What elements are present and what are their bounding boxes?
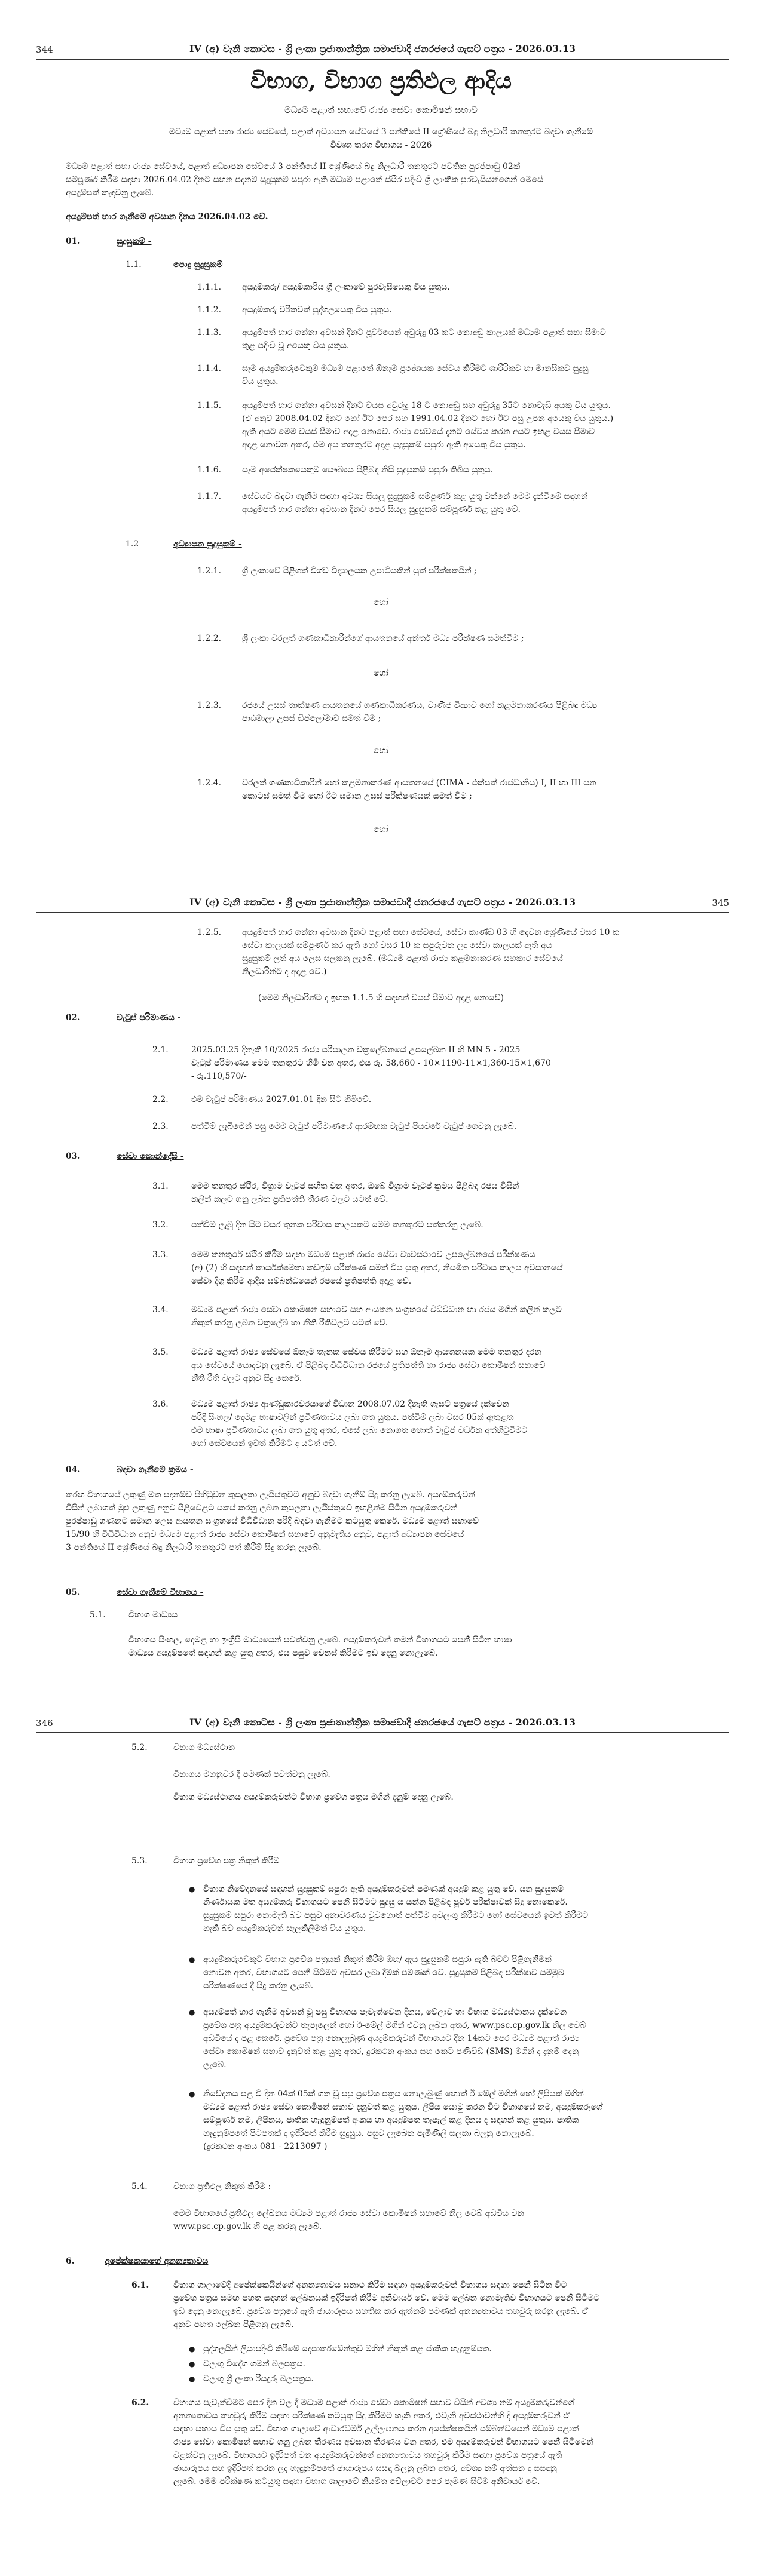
subsection-6-2-number: 6.2.	[131, 2398, 149, 2408]
section-03-title: සේවා කොන්දේසි -	[117, 1152, 184, 1161]
subsection-5-1-title: විභාග මාධ්‍යය	[128, 1610, 178, 1620]
subsection-5-4-title: විභාග ප්‍රතිඵල නිකුත් කිරීම :	[173, 2182, 271, 2191]
section-04-title: බඳවා ගැනීමේ ක්‍රමය -	[117, 1465, 194, 1475]
closing-date: අයදුම්පත් භාර ගැනීමේ අවසාන දිනය 2026.04.02 වේ.	[66, 212, 268, 222]
header-title: IV (අ) වැනි කොටස - ශ්‍රී ලංකා ප්‍රජාතාන්ත්‍රික සමාජවාදී ජනරජයේ ගැසට් පත්‍රය - 2026.03.13	[189, 43, 576, 54]
section-05-number: 05.	[66, 1588, 81, 1597]
page-number: 345	[712, 898, 729, 908]
list-item: ● අයදුම්පත් භාර ගැනීම අවසන් වූ පසු විභාගය පැවැත්වෙන දිනය, වේලාව හා විභාග මධ්‍යස්ථානය දැක්වෙන ප්‍රවේශ පත්‍ර අයදුම්කරුවන්ට තැපෑලෙන් හෝ ඊ-මේල් මගින් එවනු ලබන අතර, www.psc.cp.gov.lk නිල වෙබ් අඩවියේ ද පළ කෙරේ. ප්‍රවේශ පත්‍ර නොලැබුණු අයදුම්කරුවන් විභාගයට දින 14කට පෙර මධ්‍යම පළාත් රාජ්‍ය සේවා කොමිෂන් සභාව දැනුවත් කළ යුතු අතර, දුරකථන අංකය සහ කෙටි පණිවිඩ (SMS) මගින් ද දැනුම් දෙනු ලැබේ.	[203, 2006, 699, 2071]
or-separator: හෝ	[373, 598, 389, 607]
subsection-1-1-title: පොදු සුදුසුකම්	[173, 260, 223, 269]
section-03-number: 03.	[66, 1152, 81, 1161]
section-01-number: 01.	[66, 237, 81, 246]
gazette-page-346: 346 IV (අ) වැනි කොටස - ශ්‍රී ලංකා ප්‍රජාතාන්ත්‍රික සමාජවාදී ජනරජයේ ගැසට් පත්‍රය - 2026.03.13 5.2. විභාග මධ්‍යස්ථාන විභාගය මහනුවර දී පමණක් පවත්වනු ලැබේ. විභාග මධ්‍යස්ථානය අයදුම්කරුවන්ට විභාග ප්‍රවේශ පත්‍රය මගින් දැනුම් දෙනු ලැබේ. 5.3. විභාග ප්‍රවේශ පත්‍ර නිකුත් කිරීම ● විභාග නිවේදනයේ සඳහන් සුදුසුකම් සපුරා ඇති අයදුම්කරුවන් පමණක් අයදුම් කළ යුතු වේ. යන සුදුසුකම් නිර්ණායක මත අයදුම්කරු විභාගයට පෙනී සිටීමට සුදුසු ය යන්න පිළිබඳ පූර්ව පරීක්ෂාවක් සිදු නොකෙරේ. සුදුසුකම් සපුරා නොමැති බව පසුව අනාවරණය වුවහොත් පත්වීම අවලංගු කිරීමට හෝ සේවයෙන් ඉවත් කිරීමට හැකි බව අයදුම්කරුවන් සැලකිලිමත් විය යුතුය. ● අයදුම්කරුවෙකුට විභාග ප්‍රවේශ පත්‍රයක් නිකුත් කිරීම ඔහු/ ඇය සුදුසුකම් සපුරා ඇති බවට පිළිගැනීමක් නොවන අතර, විභාගයට පෙනී සිටීමට අවසර ලබා දීමක් පමණක් වේ. සුදුසුකම් පිළිබඳ පරීක්ෂාව සම්මුඛ පරීක්ෂණයේ දී සිදු කරනු ලැබේ. ● අයදුම්පත් භාර ගැනීම අවසන් වූ පසු විභාගය පැවැත්වෙන දිනය, වේලාව හා විභාග මධ්‍යස්ථානය දැක්වෙන ප්‍රවේශ පත්‍ර අයදුම්කරුවන්ට තැපෑලෙන් හෝ ඊ-මේල් මගින් එවනු ලබන අතර, www.psc.cp.gov.lk නිල වෙබ් අඩවියේ ද පළ කෙරේ. ප්‍රවේශ පත්‍ර නොලැබුණු අයදුම්කරුවන් විභාගයට දින 14කට පෙර මධ්‍යම පළාත් රාජ්‍ය සේවා කොමිෂන් සභාව දැනුවත් කළ යුතු අතර, දුරකථන අංකය සහ කෙටි පණිවිඩ (SMS) මගින් ද දැනුම් දෙනු ලැබේ. ● නිවේදනය පළ වී දින 04ක් 05ක් ගත වූ පසු ප්‍රවේශ පත්‍රය නොලැබුණු හොත් ඊ මේල් මගින් හෝ ලිපියක් මගින් මධ්‍යම පළාත් රාජ්‍ය සේවා කොමිෂන් සභාව දැනුවත් කළ යුතුය. ලිපිය යොමු කරන විට විභාගයේ නම, අයදුම්කරුගේ සම්පූර්ණ නම, ලිපිනය, ජාතික හැඳුනුම්පත් අංකය හා අයදුම්පත තැපැල් කළ දිනය ද සඳහන් කළ යුතුය. ජාතික හැඳුනුම්පතේ පිටපතක් ද ඉදිරිපත් කිරීම සුදුසුය. පසුව ලැබෙන පැමිණිලි සලකා බලනු නොලැබේ. (දුරකථන අංකය 081 - 2213097 ) 5.4. විභාග ප්‍රතිඵල නිකුත් කිරීම : මෙම විභාගයේ ප්‍රතිඵල ලේඛනය මධ්‍යම පළාත් රාජ්‍ය සේවා කොමිෂන් සභාවේ නිල වෙබ් අඩවිය වන www.psc.cp.gov.lk හි පළ කරනු ලැබේ. 6. අපේක්ෂකයාගේ අනන්‍යතාවය 6.1. විභාග ශාලාවේදී අපේක්ෂකයින්ගේ අනන්‍යතාවය සනාථ කිරීම සඳහා අයදුම්කරුවන් විභාගය සඳහා පෙනී සිටින විට ප්‍රවේශ පත්‍රය සමඟ පහත සඳහන් ලේඛනයක් ඉදිරිපත් කිරීම අනිවාර්ය වේ. මෙම ලේඛන නොමැතිව විභාගයට පෙනී සිටීමට ඉඩ දෙනු නොලැබේ. ප්‍රවේශ පත්‍රයේ ඇති ඡායාරූපය සහතික කර ඇත්නම් පමණක් අනන්‍යතාවය තහවුරු කරනු ලැබේ. ඒ අනුව පහත ලේඛන පිළිගනු ලැබේ. ● පුද්ගලයින් ලියාපදිංචි කිරීමේ දෙපාර්තමේන්තුව මගින් නිකුත් කළ ජාතික හැඳුනුම්පත. ● වලංගු විදේශ ගමන් බලපත්‍රය. ● වලංගු ශ්‍රී ලංකා රියදුරු බලපත්‍රය. 6.2. විභාගය පැවැත්වීමට පෙර දින වල දී මධ්‍යම පළාත් රාජ්‍ය සේවා කොමිෂන් සභාව විසින් අවශ්‍ය නම් අයදුම්කරුවන්ගේ අනන්‍යතාවය තහවුරු කිරීම සඳහා පරීක්ෂණ කටයුතු සිදු කිරීමට හැකි අතර, එවැනි අවස්ථාවන්හි දී අයදුම්කරුවන් ඒ සඳහා සහාය විය යුතු වේ. විභාග ශාලාවේ ආචාරධර්ම උල්ලංඝනය කරන අපේක්ෂකයින් සම්බන්ධයෙන් මධ්‍යම පළාත් රාජ්‍ය සේවා කොමිෂන් සභාව ගනු ලබන තීරණය අවසාන තීරණය වන අතර, එම අයදුම්කරුවන් විභාගයට පෙනී සිටීමෙන් වළක්වනු ලැබේ. විභාගයට ඉදිරිපත් වන අයදුම්කරුවන්ගේ අනන්‍යතාවය තහවුරු කිරීම සඳහා ප්‍රවේශ පත්‍රයේ ඇති ඡායාරූපය සහ ඉදිරිපත් කරන ලද හැඳුනුම්පතේ ඡායාරූපය සසඳා බලනු ලබන අතර, අවශ්‍ය නම් අත්සන ද සසඳනු ලැබේ. මෙම පරීක්ෂණ කටයුතු සඳහා විභාග ශාලාවේ නියමිත වේලාවට පෙර පැමිණ සිටීම අනිවාර්ය වේ.	[0, 1714, 762, 2576]
subsection-5-2-number: 5.2.	[131, 1743, 148, 1752]
subsection-5-2-title: විභාග මධ්‍යස්ථාන	[173, 1743, 235, 1752]
section-6-number: 6.	[66, 2256, 75, 2266]
or-separator: හෝ	[373, 825, 389, 834]
section-02-title: වැටුප් පරිමාණය -	[117, 1013, 181, 1023]
list-item: ● නිවේදනය පළ වී දින 04ක් 05ක් ගත වූ පසු ප්‍රවේශ පත්‍රය නොලැබුණු හොත් ඊ මේල් මගින් හෝ ලිපියක් මගින් මධ්‍යම පළාත් රාජ්‍ය සේවා කොමිෂන් සභාව දැනුවත් කළ යුතුය. ලිපිය යොමු කරන විට විභාගයේ නම, අයදුම්කරුගේ සම්පූර්ණ නම, ලිපිනය, ජාතික හැඳුනුම්පත් අංකය හා අයදුම්පත තැපැල් කළ දිනය ද සඳහන් කළ යුතුය. ජාතික හැඳුනුම්පතේ පිටපතක් ද ඉදිරිපත් කිරීම සුදුසුය. පසුව ලැබෙන පැමිණිලි සලකා බලනු නොලැබේ. (දුරකථන අංකය 081 - 2213097 )	[203, 2087, 699, 2153]
subsection-5-3-title: විභාග ප්‍රවේශ පත්‍ර නිකුත් කිරීම	[173, 1856, 280, 1866]
page-header	[36, 41, 729, 60]
page-header	[36, 1714, 729, 1733]
section-01-title: සුදුසුකම් -	[117, 237, 152, 246]
section-04-number: 04.	[66, 1465, 81, 1475]
recruitment-paragraph: තරඟ විභාගයේ ලකුණු මත පදනම්ව පිහිටුවන කුසලතා ලැයිස්තුවට අනුව බඳවා ගැනීම් සිදු කරනු ලැබේ. අයදුම්කරුවන් විසින් ලබාගත් මුළු ලකුණු අනුව පිළිවෙළට සකස් කරනු ලබන කුසලතා ලැයිස්තුවේ ඉහළින්ම සිටින අයදුම්කරුවන් පුරප්පාඩු ගණනට සමාන ලෙස ආයතන සංග්‍රහයේ විධිවිධාන පරිදි බඳවා ගැනීමට කටයුතු කෙරේ. මධ්‍යම පළාත් සභාවේ 15/90 හි විධිවිධාන අනුව මධ්‍යම පළාත් රාජ්‍ය සේවා කොමිෂන් සභාවේ අනුමැතිය අනුව, පළාත් අධ්‍යාපන සේවයේ 3 පන්තියේ II ශ්‍රේණියේ බඳු නිලධාරී තනතුරට පත් කිරීම් සිදු කරනු ලැබේ.	[66, 1490, 479, 1552]
header-title: IV (අ) වැනි කොටස - ශ්‍රී ලංකා ප්‍රජාතාන්ත්‍රික සමාජවාදී ජනරජයේ ගැසට් පත්‍රය - 2026.03.13	[189, 896, 576, 908]
subsection-6-1-number: 6.1.	[131, 2280, 149, 2290]
or-separator: හෝ	[373, 668, 389, 678]
subsection-1-2-title: අධ්‍යාපන සුදුසුකම් -	[173, 539, 242, 549]
gazette-page-344: 344 IV (අ) වැනි කොටස - ශ්‍රී ලංකා ප්‍රජාතාන්ත්‍රික සමාජවාදී ජනරජයේ ගැසට් පත්‍රය - 2026.03.13 විභාග, විභාග ප්‍රතිඵල ආදිය මධ්‍යම පළාත් සභාවේ රාජ්‍ය සේවා කොමිෂන් සභාව මධ්‍යම පළාත් සභා රාජ්‍ය සේවයේ, පළාත් අධ්‍යාපන සේවයේ 3 පන්තියේ II ශ්‍රේණියේ බඳු නිලධාරී තනතුරට බඳවා ගැනීමේ විවෘත තරග විභාගය - 2026 මධ්‍යම පළාත් සභා රාජ්‍ය සේවයේ, පළාත් අධ්‍යාපන සේවයේ 3 පන්තියේ II ශ්‍රේණියේ බඳු නිලධාරී තනතුරට පවතින පුරප්පාඩු 02ක් සම්පූර්ණ කිරීම සඳහා 2026.04.02 දිනට සහන පදනම් සුදුසුකම් සපුරා ඇති මධ්‍යම පළාතේ ස්ථිර පදිංචි ශ්‍රී ලාංකික පුරවැසියන්ගෙන් මෙසේ අයදුම්පත් කැඳවනු ලැබේ. අයදුම්පත් භාර ගැනීමේ අවසාන දිනය 2026.04.02 වේ. 01. සුදුසුකම් - 1.1. පොදු සුදුසුකම් 1.1.1. අයදුම්කරු/ අයදුම්කාරිය ශ්‍රී ලංකාවේ පුරවැසියෙකු විය යුතුය. 1.1.2. අයදුම්කරු චරිතවත් පුද්ගලයෙකු විය යුතුය. 1.1.3. අයදුම්පත් භාර ගන්නා අවසන් දිනට පූර්වයෙන් අවුරුදු 03 කට නොඅඩු කාලයක් මධ්‍යම පළාත් සභා සීමාව තුළ පදිංචි වූ අයෙකු විය යුතුය. 1.1.4. සෑම අයදුම්කරුවෙකුම මධ්‍යම පළාතේ ඕනෑම ප්‍රදේශයක සේවය කිරීමට ශාරීරිකව හා මානසිකව සුදුසු විය යුතුය. 1.1.5. අයදුම්පත් භාර ගන්නා අවසන් දිනට වයස අවුරුදු 18 ට නොඅඩු සහ අවුරුදු 35ට නොවැඩි අයකු විය යුතුය. (ඒ අනුව 2008.04.02 දිනට හෝ ඊට පෙර සහ 1991.04.02 දිනට හෝ ඊට පසු උපන් අයෙකු විය යුතුය.) ඇති අයට මෙම වයස් සීමාව අදාළ නොවේ. රාජ්‍ය සේවයේ දැනට සේවය කරන අයට ඉහළ වයස් සීමාව අදාළ නොවන අතර, එම අය තනතුරට අදාළ සුදුසුකම් සපුරා ඇති අයෙකු විය යුතුය. 1.1.6. සෑම අපේක්ෂකයෙකුම සෞඛ්‍යය පිළිබඳ නිසි සුදුසුකම් සපුරා තිබිය යුතුය. 1.1.7. සේවයට බඳවා ගැනීම සඳහා අවශ්‍ය සියලු සුදුසුකම් සම්පූර්ණ කළ යුතු වන්නේ මෙම දැන්වීමේ සඳහන් අයදුම්පත් භාර ගන්නා අවසාන දිනට පෙර සියලු සුදුසුකම් සම්පූර්ණ කළ යුතු වේ. 1.2 අධ්‍යාපන සුදුසුකම් - 1.2.1. ශ්‍රී ලංකාවේ පිළිගත් විශ්ව විද්‍යාලයක උපාධියකින් යුත් පරීක්ෂකයින් ; හෝ 1.2.2. ශ්‍රී ලංකා වරලත් ගණකාධිකාරීන්ගේ ආයතනයේ අන්තර් මධ්‍ය පරීක්ෂණ සමත්වීම ; හෝ 1.2.3. රජයේ උසස් තාක්ෂණ ආයතනයේ ගණකාධිකරණය, වාණිජ විද්‍යාව හෝ කළමනාකරණය පිළිබඳ මධ්‍ය පාඨමාලා උසස් ඩිප්ලෝමාව සමත් වීම ; හෝ 1.2.4. වරලත් ගණකාධිකාරීන් හෝ කළමනාකරණ ආයතනයේ (CIMA - එක්සත් රාජධානිය) I, II හා III යන කොටස් සමත් වීම හෝ ඊට සමාන උසස් පරීක්ෂණයක් සමත් වීම ; හෝ	[0, 0, 762, 857]
section-02-number: 02.	[66, 1013, 81, 1023]
header-title: IV (අ) වැනි කොටස - ශ්‍රී ලංකා ප්‍රජාතාන්ත්‍රික සමාජවාදී ජනරජයේ ගැසට් පත්‍රය - 2026.03.13	[189, 1717, 576, 1728]
subsection-5-3-number: 5.3.	[131, 1856, 148, 1866]
subsection-1-1-number: 1.1.	[126, 260, 142, 269]
identity-paragraph: විභාග ශාලාවේදී අපේක්ෂකයින්ගේ අනන්‍යතාවය සනාථ කිරීම සඳහා අයදුම්කරුවන් විභාගය සඳහා පෙනී සිටින විට ප්‍රවේශ පත්‍රය සමඟ පහත සඳහන් ලේඛනයක් ඉදිරිපත් කිරීම අනිවාර්ය වේ. මෙම ලේඛන නොමැතිව විභාගයට පෙනී සිටීමට ඉඩ දෙනු නොලැබේ. ප්‍රවේශ පත්‍රයේ ඇති ඡායාරූපය සහතික කර ඇත්නම් පමණක් අනන්‍යතාවය තහවුරු කරනු ලැබේ. ඒ අනුව පහත ලේඛන පිළිගනු ලැබේ.	[173, 2280, 600, 2329]
intro-paragraph: මධ්‍යම පළාත් සභා රාජ්‍ය සේවයේ, පළාත් අධ්‍යාපන සේවයේ 3 පන්තියේ II ශ්‍රේණියේ බඳු නිලධාරී තනතුරට පවතින පුරප්පාඩු 02ක් සම්පූර්ණ කිරීම සඳහා 2026.04.02 දිනට සහන පදනම් සුදුසුකම් සපුරා ඇති මධ්‍යම පළාතේ ස්ථිර පදිංචි ශ්‍රී ලාංකික පුරවැසියන්ගෙන් මෙසේ අයදුම්පත් කැඳවනු ලැබේ.	[66, 162, 544, 198]
page-number: 344	[36, 44, 53, 55]
section-6-title: අපේක්ෂකයාගේ අනන්‍යතාවය	[105, 2256, 209, 2266]
exam-medium-paragraph: විභාගය සිංහල, දෙමළ හා ඉංග්‍රීසි මාධ්‍යයෙන් පවත්වනු ලැබේ. අයදුම්කරුවන් තමන් විභාගයට පෙනී සිටින භාෂා මාධ්‍යය අයදුම්පතේ සඳහන් කළ යුතු අතර, එය පසුව වෙනස් කිරීමට ඉඩ දෙනු නොලැබේ.	[128, 1635, 512, 1658]
exam-heading: මධ්‍යම පළාත් සභා රාජ්‍ය සේවයේ, පළාත් අධ්‍යාපන සේවයේ 3 පන්තියේ II ශ්‍රේණියේ බඳු නිලධාරී තනතුරට බඳවා ගැනීමේ විවෘත තරග විභාගය - 2026	[169, 127, 593, 150]
subtitle: මධ්‍යම පළාත් සභාවේ රාජ්‍ය සේවා කොමිෂන් සභාව	[284, 105, 478, 115]
gazette-page-345: IV (අ) වැනි කොටස - ශ්‍රී ලංකා ප්‍රජාතාන්ත්‍රික සමාජවාදී ජනරජයේ ගැසට් පත්‍රය - 2026.03.13 345 1.2.5. අයදුම්පත් භාර ගන්නා අවසාන දිනට පළාත් සභා සේවයේ, සේවා කාණ්ඩ 03 හි දෙවන ශ්‍රේණියේ වසර 10 ක සේවා කාලයක් සම්පූර්ණ කර ඇති හෝ වසර 10 ක සපුරුවන ලද සේවා කාලයක් ඇති අය සුදුසුකම් ලත් අය ලෙස සලකනු ලැබේ. (මධ්‍යම පළාත් රාජ්‍ය කළමනාකරණ සහකාර සේවයේ නිලධාරින්ට ද අදාළ වේ.) (මෙම නිලධාරින්ට ද ඉහත 1.1.5 හි සඳහන් වයස් සීමාව අදාළ නොවේ) 02. වැටුප් පරිමාණය - 2.1. 2025.03.25 දිනැති 10/2025 රාජ්‍ය පරිපාලන චක්‍රලේඛනයේ උපලේඛන II හි MN 5 - 2025 වැටුප් පරිමාණය මෙම තනතුරට හිමි වන අතර, එය රු. 58,660 - 10×1190-11×1,360-15×1,670 - රු.110,570/- 2.2. එම වැටුප් පරිමාණය 2027.01.01 දින සිට හිමිවේ. 2.3. පත්වීම් ලැබීමෙන් පසු මෙම වැටුප් පරිමාණයේ ආරම්භක වැටුප් පියවරේ වැටුප් ගෙවනු ලැබේ. 03. සේවා කොන්දේසි - 3.1. මෙම තනතුර ස්ථිර, විශ්‍රාම වැටුප් සහිත වන අතර, ඔබේ විශ්‍රාම වැටුප් ක්‍රමය පිළිබඳ රජය විසින් කලින් කලට ගනු ලබන ප්‍රතිපත්ති තීරණ වලට යටත් වේ. 3.2. පත්වීම ලැබූ දින සිට වසර තුනක පරිවාස කාලයකට මෙම තනතුරට පත්කරනු ලැබේ. 3.3. මෙම තනතුරේ ස්ථිර කිරීම සඳහා මධ්‍යම පළාත් රාජ්‍ය සේවා ව්‍යවස්ථාවේ උපලේඛනයේ පරීක්ෂණය (අ) (2) හි සඳහන් කාර්යක්ෂමතා කඩඉම් පරීක්ෂණ සමත් විය යුතු අතර, නියමිත පරිවාස කාලය අවසානයේ සේවා දිගු කිරීම ආදිය සම්බන්ධයෙන් රජයේ ප්‍රතිපත්ති අදාළ වේ. 3.4. මධ්‍යම පළාත් රාජ්‍ය සේවා කොමිෂන් සභාවේ සහ ආයතන සංග්‍රහයේ විධිවිධාන හා රජය මගින් කලින් කලට නිකුත් කරනු ලබන චක්‍රලේඛ හා නීති රීතිවලට යටත් වේ. 3.5. මධ්‍යම පළාත් රාජ්‍ය සේවයේ ඕනෑම තැනක සේවය කිරීමට සහ ඕනෑම ආයතනයක මෙම තනතුර දරන අය සේවයේ යොදවනු ලැබේ. ඒ පිළිබඳ විධිවිධාන රජයේ ප්‍රතිපත්ති හා රාජ්‍ය සේවා කොමිෂන් සභාවේ නීති රීති වලට අනුව සිදු කෙරේ. 3.6. මධ්‍යම පළාත් රාජ්‍ය ආණ්ඩුකාරවරයාගේ විධාන 2008.07.02 දිනැති ගැසට් පත්‍රයේ දැක්වෙන පරිදි සිංහල/ දෙමළ භාෂාවලින් ප්‍රවීණතාවය ලබා ගත යුතුය. පත්වීම් ලබා වසර 05ක් ඇතුළත එම භාෂා ප්‍රවීණතාවය ලබා ගත යුතු අතර, එසේ ලබා නොගත හොත් වැටුප් වර්ධක අත්හිටුවීමට හෝ සේවයෙන් ඉවත් කිරීමට ද යටත් වේ. 04. බඳවා ගැනීමේ ක්‍රමය - තරඟ විභාගයේ ලකුණු මත පදනම්ව පිහිටුවන කුසලතා ලැයිස්තුවට අනුව බඳවා ගැනීම් සිදු කරනු ලැබේ. අයදුම්කරුවන් විසින් ලබාගත් මුළු ලකුණු අනුව පිළිවෙළට සකස් කරනු ලබන කුසලතා ලැයිස්තුවේ ඉහළින්ම සිටින අයදුම්කරුවන් පුරප්පාඩු ගණනට සමාන ලෙස ආයතන සංග්‍රහයේ විධිවිධාන පරිදි බඳවා ගැනීමට කටයුතු කෙරේ. මධ්‍යම පළාත් සභාවේ 15/90 හි විධිවිධාන අනුව මධ්‍යම පළාත් රාජ්‍ය සේවා කොමිෂන් සභාවේ අනුමැතිය අනුව, පළාත් අධ්‍යාපන සේවයේ 3 පන්තියේ II ශ්‍රේණියේ බඳු නිලධාරී තනතුරට පත් කිරීම් සිදු කරනු ලැබේ. 05. සේවා ගැනීමේ විභාගය - 5.1. විභාග මාධ්‍යය විභාගය සිංහල, දෙමළ හා ඉංග්‍රීසි මාධ්‍යයෙන් පවත්වනු ලැබේ. අයදුම්කරුවන් තමන් විභාගයට පෙනී සිටින භාෂා මාධ්‍යය අයදුම්පතේ සඳහන් කළ යුතු අතර, එය පසුව වෙනස් කිරීමට ඉඩ දෙනු නොලැබේ.	[0, 857, 762, 1714]
subsection-5-1-number: 5.1.	[90, 1610, 106, 1620]
subsection-1-2-number: 1.2	[126, 539, 139, 549]
note: (මෙම නිලධාරින්ට ද ඉහත 1.1.5 හි සඳහන් වයස් සීමාව අදාළ නොවේ)	[258, 993, 504, 1003]
identity-verification-paragraph: විභාගය පැවැත්වීමට පෙර දින වල දී මධ්‍යම පළාත් රාජ්‍ය සේවා කොමිෂන් සභාව විසින් අවශ්‍ය නම් අයදුම්කරුවන්ගේ අනන්‍යතාවය තහවුරු කිරීම සඳහා පරීක්ෂණ කටයුතු සිදු කිරීමට හැකි අතර, එවැනි අවස්ථාවන්හි දී අයදුම්කරුවන් ඒ සඳහා සහාය විය යුතු වේ. විභාග ශාලාවේ ආචාරධර්ම උල්ලංඝනය කරන අපේක්ෂකයින් සම්බන්ධයෙන් මධ්‍යම පළාත් රාජ්‍ය සේවා කොමිෂන් සභාව ගනු ලබන තීරණය අවසාන තීරණය වන අතර, එම අයදුම්කරුවන් විභාගයට පෙනී සිටීමෙන් වළක්වනු ලැබේ. විභාගයට ඉදිරිපත් වන අයදුම්කරුවන්ගේ අනන්‍යතාවය තහවුරු කිරීම සඳහා ප්‍රවේශ පත්‍රයේ ඇති ඡායාරූපය සහ ඉදිරිපත් කරන ලද හැඳුනුම්පතේ ඡායාරූපය සසඳා බලනු ලබන අතර, අවශ්‍ය නම් අත්සන ද සසඳනු ලැබේ. මෙම පරීක්ෂණ කටයුතු සඳහා විභාග ශාලාවේ නියමිත වේලාවට පෙර පැමිණ සිටීම අනිවාර්ය වේ.	[173, 2398, 593, 2486]
list-item: ● විභාග නිවේදනයේ සඳහන් සුදුසුකම් සපුරා ඇති අයදුම්කරුවන් පමණක් අයදුම් කළ යුතු වේ. යන සුදුසුකම් නිර්ණායක මත අයදුම්කරු විභාගයට පෙනී සිටීමට සුදුසු ය යන්න පිළිබඳ පූර්ව පරීක්ෂාවක් සිදු නොකෙරේ. සුදුසුකම් සපුරා නොමැති බව පසුව අනාවරණය වුවහොත් පත්වීම අවලංගු කිරීමට හෝ සේවයෙන් ඉවත් කිරීමට හැකි බව අයදුම්කරුවන් සැලකිලිමත් විය යුතුය.	[203, 1883, 699, 1935]
or-separator: හෝ	[373, 746, 389, 756]
list-item: ● පුද්ගලයින් ලියාපදිංචි කිරීමේ දෙපාර්තමේන්තුව මගින් නිකුත් කළ ජාතික හැඳුනුම්පත.	[203, 2342, 492, 2356]
list-item: ● අයදුම්කරුවෙකුට විභාග ප්‍රවේශ පත්‍රයක් නිකුත් කිරීම ඔහු/ ඇය සුදුසුකම් සපුරා ඇති බවට පිළිගැනීමක් නොවන අතර, විභාගයට පෙනී සිටීමට අවසර ලබා දීමක් පමණක් වේ. සුදුසුකම් පිළිබඳ පරීක්ෂාව සම්මුඛ පරීක්ෂණයේ දී සිදු කරනු ලැබේ.	[203, 1953, 699, 1992]
list-item: ● වලංගු ශ්‍රී ලංකා රියදුරු බලපත්‍රය.	[203, 2372, 314, 2385]
page-header	[36, 894, 729, 913]
page-title: විභාග, විභාග ප්‍රතිඵල ආදිය	[250, 67, 512, 94]
page-number: 346	[36, 1718, 53, 1728]
section-05-title: සේවා ගැනීමේ විභාගය -	[117, 1588, 204, 1597]
list-item: ● වලංගු විදේශ ගමන් බලපත්‍රය.	[203, 2357, 305, 2371]
subsection-5-4-number: 5.4.	[131, 2182, 148, 2191]
